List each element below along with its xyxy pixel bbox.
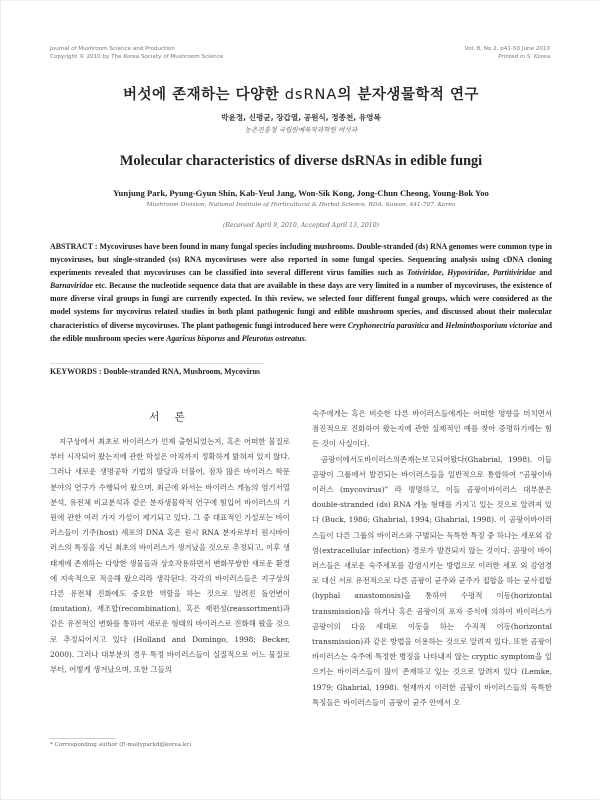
korean-title-latin: dsRNA: [284, 87, 338, 103]
corresponding-author-footnote: * Corresponding author (E-mailyparkd@korea.kr): [50, 742, 192, 748]
separator: ,: [487, 268, 493, 278]
footnote-divider: [50, 738, 116, 739]
copyright-notice: Copyright © 2010 by The Korea Society of Mushroom Science: [50, 53, 224, 60]
english-affiliation: Mushroom Division, National Institute of Horticultural & Herbal Science, RDA, Suwon, 441-707, Korea: [146, 202, 456, 208]
journal-header: [50, 46, 223, 61]
received-dates: (Received April 9, 2010, Accepted April 13, 2010): [222, 222, 380, 229]
korean-title-pre: 버섯에 존재하는 다양한: [123, 87, 285, 103]
printed-location: Printed in S. Korea: [498, 53, 550, 60]
species-name: Cryphonectria parasitica: [347, 320, 429, 330]
family-name: Totiviridae: [406, 268, 442, 278]
body-paragraph: 지구상에서 최초로 바이러스가 언제 출현되었는지, 혹은 어떠한 물질로부터 시작되어 왔는지에 관한 학설은 아직까지 정확하게 밝혀져 있지 않다. 그러나 새로운 생명공학 기법의 발달과 더불어, 점차 많은 바이러스 학문 분야의 연구가 수행되어 왔으며, 최근에 와서는 바이러스 게놈의 염기서열 분석, 유전체 비교분석과 같은 분자생물학적 연구에 힘입어 바이러스의 기원에 관한 여러 가지 가설이 제기되고 있다. 그 중 대표적인 가설로는 바이러스들이 기주(host) 세포의 DNA 혹은 원시 RNA 분자로부터 원시바이러스의 특징을 지닌 최초의 바이러스가 생겨났을 것으로 추정되고, 이후 생태계에 존재하는 다양한 생물들과 상호작용하면서 변화무쌍한 새로운 환경에 지속적으로 적응해 왔으리라 생각된다. 각각의 바이러스들은 지구상의 다른 유전체 진화에도 중요한 역할을 하는 것으로 알려진 돌연변이(mutation), 재조합(recombination), 혹은 재편성(reassortment)과 같은 유전적인 변화를 통하여 새로운 형태의 바이러스로 진화해 왔을 것으로 추정되어지고 있다 (Holland and Domingo, 1998; Becker, 2000). 그러나 대부분의 경우 특정 바이러스들이 실질적으로 어느 물질로부터, 어떻게 생겨났으며, 또한 그들의: [50, 437, 290, 675]
korean-title-post: 의 분자생물학적 연구: [337, 87, 479, 103]
english-title: Molecular characteristics of diverse dsRNAs in edible fungi: [119, 153, 483, 169]
korean-affiliation: 농촌진흥청 국립원예특작과학원 버섯과: [244, 126, 358, 134]
species-name: Helminthosporium victoriae: [445, 320, 538, 330]
issue-header: [465, 46, 550, 61]
body-column-left: [50, 434, 290, 677]
body-column-right: [312, 406, 552, 710]
abstract-text-1: ABSTRACT : Mycoviruses have been found in many fungal species including mushrooms. Double-stranded (ds) RNA genomes were common type in mycoviruses, but single-stranded (ss) RNA mycoviruses were also reported in some fungal species. Sequencing analysis using cDNA cloning experiments revealed that mycoviruses can be classified into several different virus families such as: [50, 242, 552, 278]
family-name: Hypoviridae: [447, 268, 488, 278]
separator: and: [535, 268, 552, 278]
abstract-text-2: etc. Because the nucleotide sequence data that are available in these days are very limited in a number of mycoviruses, the existence of more diverse viral groups in fungi are currently expected. In this review, we selected four different fungal groups, which were considered as the model systems for mycovirus related studies in both plant pathogenic fungi and edible mushroom species, and discussed about their molecular characteristics of diverse mycoviruses. The plant pathogenic fungi introduced here were: [50, 281, 552, 330]
family-name: Partitiviridae: [492, 268, 536, 278]
keywords-divider: [50, 363, 264, 364]
abstract: [50, 240, 552, 345]
korean-title: [1, 83, 600, 104]
separator: and: [428, 320, 446, 330]
journal-name: Journal of Mushroom Science and Production: [50, 46, 175, 52]
species-name: Agaricus bisporus: [166, 333, 226, 343]
abstract-text-3: and the edible mushroom species were: [50, 320, 552, 343]
korean-authors: 박윤정, 신평균, 장갑열, 공원식, 정종천, 유영복: [221, 113, 381, 122]
species-name: Pleurotus ostreatus.: [241, 333, 307, 343]
body-paragraph: 곰팡이에서도바이러스의존재는보고되어왔다(Ghabrial, 1998). 이들 곰팡이 그룹에서 발견되는 바이러스들을 일반적으로 통합하여 “곰팡이바이러스 (mycovirus)” 라 명명하고, 이들 곰팡이바이러스 대부분은 double-stranded (ds) RNA 게놈 형태를 가지고 있는 것으로 알려져 있다 (Buck, 1986; Ghabrial, 1994; Ghabrial, 1998). 이 곰팡이바이러스들이 다른 그룹의 바이러스와 구별되는 독특한 특징 중 하나는 세포외 감염(extracellular infection) 경로가 발견되지 않는 것이다. 곰팡이 바이러스들은 새로운 숙주세포를 감염시키는 방법으로 이러한 세포 외 감염경로 대신 서로 유전적으로 다른 곰팡이 균주와 균주가 접합을 하는 균사접합(hyphal anastomosis)을 통하여 수평적 이동(horizontal transmission)을 하거나 혹은 곰팡이의 포자 증식에 의하여 바이러스가 곰팡이의 다음 세대로 이동을 하는 수직적 이동(horizontal transmission)과 같은 방법을 이용하는 것으로 알려져 있다. 또한 곰팡이 바이러스는 숙주에 특정한 병징을 나타내지 않는 cryptic symptom을 일으키는 바이러스들이 많이 존재하고 있는 것으로 알려져 있다 (Lemke, 1979; Ghabrial, 1998). 현재까지 이러한 곰팡이 바이러스들의 독특한 특징들은 바이러스들이 곰팡이 균주 안에서 오: [312, 454, 552, 707]
section-title-introduction: 서 론: [149, 411, 191, 423]
body-paragraph: 숙주에게는 혹은 비슷한 다른 바이러스들에게는 어떠한 영향을 미치면서 점진적으로 진화하여 왔는지에 관한 실제적인 예를 찾아 증명하기에는 힘든 것이 사실이다.: [312, 409, 552, 449]
english-authors: Yunjung Park, Pyung-Gyun Shin, Kab-Yeul Jang, Won-Sik Kong, Jong-Chun Cheong, Young-Bok Yoo: [113, 188, 489, 198]
volume-info: Vol. 8, No 2, p41-50 June 2010: [464, 46, 550, 52]
keywords: KEYWORDS : Double-stranded RNA, Mushroom, Mycovirus: [50, 367, 261, 376]
family-name: Barnaviridae: [50, 281, 93, 291]
separator: ,: [441, 268, 448, 278]
separator: and: [225, 333, 242, 343]
